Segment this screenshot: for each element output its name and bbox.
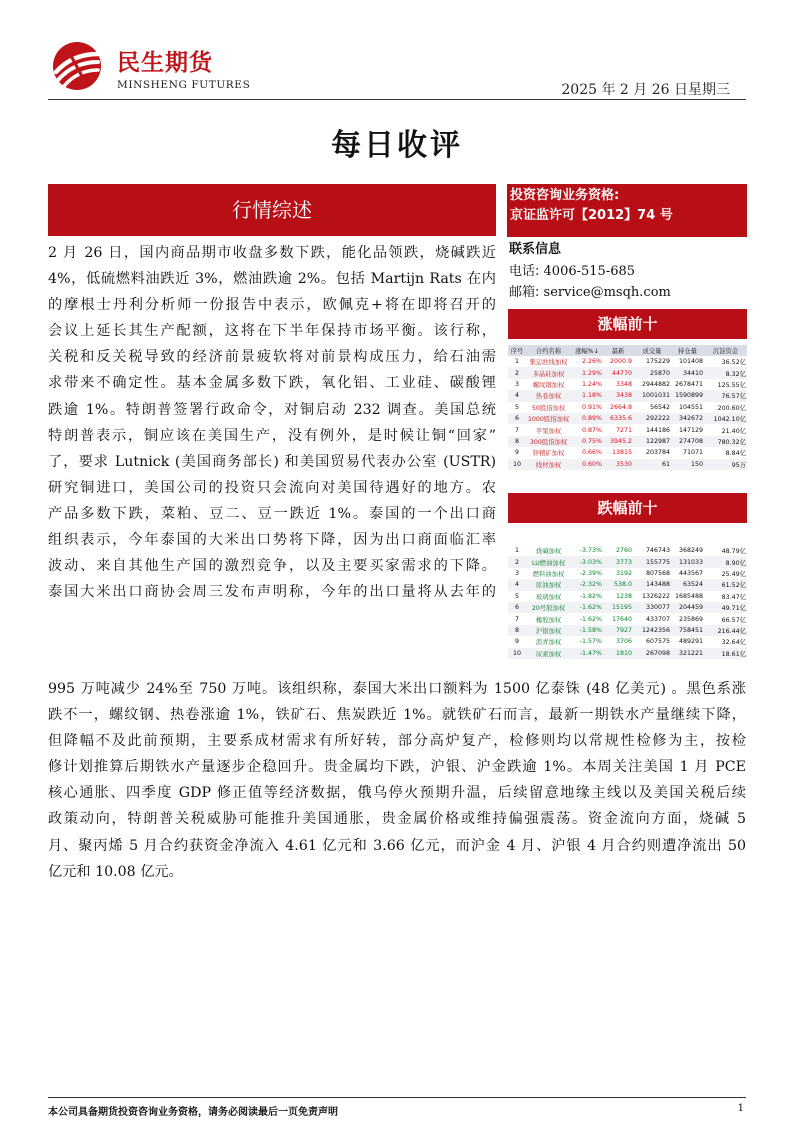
- rank-cell: 10: [508, 648, 526, 659]
- rank-cell: 8: [508, 436, 526, 447]
- change-cell: 1.24%: [581, 380, 602, 388]
- open-interest-cell: 2678471: [674, 380, 703, 388]
- text-line: 研究铜进口，美国公司的投资只会流向对美国待遇好的地方。农: [48, 479, 496, 496]
- text-line: 会议上延长其生产配额，这将在下半年保持市场平衡。该行称，: [48, 323, 496, 340]
- text-line: 了，要求 Lutnick (美国商务部长) 和美国贸易代表办公室 (USTR): [48, 453, 496, 470]
- rank-cell: 5: [514, 403, 519, 411]
- text-line: 特朗普表示，铜应该在美国生产，没有例外，是时候让铜“回家”: [48, 427, 496, 444]
- capital-cell: 200.60亿: [717, 404, 746, 412]
- volume-cell: 267098: [633, 648, 671, 659]
- latest-cell: 2000.9: [609, 358, 632, 366]
- table-row[interactable]: [508, 447, 747, 458]
- open-interest-cell: 758451: [671, 625, 704, 636]
- change-cell: 0.91%: [581, 403, 602, 411]
- volume-cell: 292222: [633, 413, 671, 424]
- volume-cell: 144186: [645, 426, 670, 434]
- top-gainers-table: [508, 345, 747, 470]
- latest-cell: 6335.6: [603, 413, 633, 424]
- latest-cell: 1238: [615, 592, 632, 600]
- qualification-line2: 京证监许可【2012】74 号: [510, 208, 673, 223]
- rank-cell: 5: [514, 592, 519, 600]
- volume-cell: 1242356: [633, 625, 671, 636]
- capital-cell: 25.49亿: [721, 570, 746, 578]
- rank-cell: 6: [508, 602, 526, 613]
- open-interest-cell: 147129: [678, 426, 703, 434]
- rank-cell: 3: [514, 380, 519, 388]
- capital-cell: 36.52亿: [721, 359, 746, 367]
- open-interest-cell: 443567: [678, 569, 703, 577]
- text-line: 求带来不确定性。基本金属多数下跌，氧化铝、工业硅、碳酸锂: [48, 375, 496, 392]
- change-cell: 0.75%: [571, 436, 603, 447]
- open-interest-cell: 101408: [678, 358, 703, 366]
- capital-cell: 216.44亿: [704, 625, 747, 636]
- text-line: 跌逾 1%。特朗普签署行政命令，对铜启动 232 调查。美国总统: [48, 401, 496, 418]
- change-cell: 0.66%: [581, 449, 602, 457]
- contract-name-cell: 尿素加权: [526, 648, 571, 659]
- capital-cell: 95万: [704, 459, 747, 470]
- open-interest-cell: 131033: [671, 556, 704, 567]
- capital-cell: 18.61亿: [704, 648, 747, 659]
- table-row[interactable]: [508, 602, 747, 613]
- header-volume: 成交量: [633, 345, 671, 356]
- table-row[interactable]: [508, 591, 747, 602]
- text-line: 995 万吨减少 24%至 750 万吨。该组织称，泰国大米出口额料为 1500 亿泰铢 (48 亿美元) 。黑色系涨: [48, 681, 746, 697]
- email-value[interactable]: service@msqh.com: [543, 285, 671, 300]
- open-interest-cell: 34410: [671, 367, 704, 378]
- rank-cell: 1: [514, 358, 519, 366]
- contract-name-cell: 1000股指加权: [526, 413, 571, 424]
- page-number: 1: [737, 1103, 744, 1114]
- brand-name-cn: 民生期货: [117, 50, 213, 76]
- volume-cell: 1326222: [641, 592, 670, 600]
- report-date: 2025 年 2 月 26 日星期三: [561, 82, 730, 98]
- contract-name-cell: 沥青加权: [535, 639, 562, 647]
- change-cell: -1.47%: [571, 648, 603, 659]
- table-row[interactable]: [508, 568, 747, 579]
- rank-cell: 3: [514, 569, 519, 577]
- text-line: 组织表示，今年泰国的大米出口势将下降，因为出口商面临汇率: [48, 532, 496, 549]
- change-cell: -1.62%: [579, 615, 602, 623]
- text-line: 但降幅不及此前预期，主要系成材需求有所好转，部分高炉复产，检修则均以常规性检修为主，按检: [48, 733, 746, 750]
- change-cell: 1.18%: [571, 390, 603, 401]
- header-latest: 最新: [603, 345, 633, 356]
- header-contract: 合约名称: [526, 345, 571, 356]
- open-interest-cell: 150: [671, 459, 704, 470]
- text-line: 关税和反关税导致的经济前景疲软将对前景构成压力，给石油需: [48, 349, 496, 366]
- table-row[interactable]: [508, 367, 747, 378]
- text-line: 核心通胀、四季度 GDP 修正值等经济数据，俄乌停火预期升温，后续留意地缘主线以及美国关税后续: [48, 785, 746, 802]
- change-cell: 1.29%: [571, 367, 603, 378]
- contract-name-cell: 50股指加权: [531, 404, 566, 412]
- latest-cell: 3945.2: [603, 436, 633, 447]
- open-interest-cell: 489291: [678, 638, 703, 646]
- contract-name-cell: 锌精矿加权: [532, 450, 565, 458]
- capital-cell: 83.47亿: [721, 593, 746, 601]
- volume-cell: 56542: [649, 403, 670, 411]
- rank-cell: 9: [514, 638, 519, 646]
- contract-name-cell: 橡胶加权: [535, 616, 562, 624]
- open-interest-cell: 321221: [671, 648, 704, 659]
- text-line: 的摩根士丹利分析师一份报告中表示，欧佩克+将在即将召开的: [48, 297, 496, 314]
- table-row[interactable]: [508, 436, 747, 447]
- volume-cell: 807568: [645, 569, 670, 577]
- rank-cell: 7: [514, 426, 519, 434]
- open-interest-cell: 104551: [678, 403, 703, 411]
- rank-cell: 8: [508, 625, 526, 636]
- brand-name-en: MINSHENG FUTURES: [117, 79, 251, 91]
- capital-cell: 49.71亿: [704, 602, 747, 613]
- open-interest-cell: 235869: [678, 615, 703, 623]
- change-cell: -1.58%: [571, 625, 603, 636]
- table-row[interactable]: [508, 459, 747, 470]
- change-cell: -1.57%: [579, 638, 602, 646]
- table-row[interactable]: [508, 613, 747, 624]
- rank-cell: 1: [514, 547, 519, 555]
- open-interest-cell: 368249: [678, 547, 703, 555]
- change-cell: -3.73%: [579, 547, 602, 555]
- volume-cell: 203784: [645, 449, 670, 457]
- table-header-row: [508, 345, 747, 356]
- open-interest-cell: 1590899: [671, 390, 704, 401]
- rank-cell: 10: [508, 459, 526, 470]
- volume-cell: 433707: [645, 615, 670, 623]
- minsheng-logo-icon: [48, 40, 106, 92]
- rank-cell: 2: [508, 367, 526, 378]
- change-cell: -1.62%: [571, 602, 603, 613]
- footer-disclaimer: 本公司具备期货投资咨询业务资格，请务必阅读最后一页免责声明: [48, 1107, 338, 1118]
- capital-cell: 61.52亿: [704, 579, 747, 590]
- change-cell: 0.60%: [571, 459, 603, 470]
- contract-name-cell: 玻璃加权: [535, 593, 562, 601]
- capital-cell: 21.40亿: [721, 427, 746, 435]
- capital-cell: 48.79亿: [721, 548, 746, 556]
- text-line: 2 月 26 日，国内商品期市收盘多数下跌，能化品领跌，烧碱跌近: [48, 245, 496, 261]
- text-line: 4%，低硫燃料油跌近 3%，燃油跌逾 2%。包括 Martijn Rats 在内: [48, 271, 496, 288]
- capital-cell: 8.32亿: [704, 367, 747, 378]
- volume-cell: 143488: [633, 579, 671, 590]
- capital-cell: 125.55亿: [717, 381, 746, 389]
- body-text-wide: [48, 676, 746, 885]
- body-text-narrow: [48, 240, 496, 605]
- text-line: 波动、来自其他生产国的激烈竞争，以及主要买家需求的下降。: [48, 558, 496, 575]
- change-cell: -3.03%: [571, 556, 603, 567]
- latest-cell: 3706: [615, 638, 632, 646]
- capital-cell: 76.57亿: [704, 390, 747, 401]
- rank-cell: 2: [508, 556, 526, 567]
- capital-cell: 8.84亿: [725, 450, 746, 458]
- header-rank: 序号: [508, 345, 526, 356]
- top-gainers-banner: 涨幅前十: [508, 309, 747, 339]
- text-line: 跌不一，螺纹钢、热卷涨逾 1%，铁矿石、焦炭跌近 1%。就铁矿石而言，最新一期铁水产量继续下降，: [48, 707, 746, 724]
- contract-name-cell: LU燃油加权: [526, 556, 571, 567]
- change-cell: -1.82%: [579, 592, 602, 600]
- contact-title: 联系信息: [509, 242, 562, 257]
- top-losers-banner: 跌幅前十: [508, 493, 747, 523]
- footer-divider: [48, 1097, 746, 1098]
- volume-cell: 1001031: [633, 390, 671, 401]
- open-interest-cell: 63524: [671, 579, 704, 590]
- rank-cell: 4: [508, 579, 526, 590]
- table-row[interactable]: [508, 379, 747, 390]
- latest-cell: 2760: [615, 547, 632, 555]
- latest-cell: 538.0: [603, 579, 633, 590]
- open-interest-cell: 71071: [682, 449, 703, 457]
- text-line: 亿元和 10.08 亿元。: [48, 863, 183, 880]
- page-title: 每日收评: [331, 128, 463, 163]
- contract-name-cell: 沪银加权: [526, 625, 571, 636]
- top-losers-table: [508, 545, 747, 659]
- latest-cell: 7927: [603, 625, 633, 636]
- header-open-interest: 持仓量: [671, 345, 704, 356]
- contact-email: [509, 281, 671, 300]
- header-divider: [48, 99, 746, 100]
- section-title-banner: 行情综述: [48, 184, 496, 236]
- volume-cell: 25870: [633, 367, 671, 378]
- table-row[interactable]: [508, 356, 747, 367]
- change-cell: 0.87%: [581, 426, 602, 434]
- capital-cell: 66.57亿: [721, 616, 746, 624]
- change-cell: -2.32%: [571, 579, 603, 590]
- table-row[interactable]: [508, 625, 747, 636]
- table-row[interactable]: [508, 579, 747, 590]
- volume-cell: 330077: [633, 602, 671, 613]
- volume-cell: 61: [633, 459, 671, 470]
- capital-cell: 780.32亿: [704, 436, 747, 447]
- contract-name-cell: 螺纹钢加权: [532, 381, 565, 389]
- open-interest-cell: 274708: [671, 436, 704, 447]
- volume-cell: 175229: [645, 358, 670, 366]
- text-line: 泰国大米出口商协会周三发布声明称，今年的出口量将从去年的: [48, 584, 496, 601]
- latest-cell: 13815: [611, 449, 632, 457]
- text-line: 修计划推算后期铁水产量逐步企稳回升。贵金属均下跌，沪银、沪金跌逾 1%。本周关注美国 1 月 PCE: [48, 759, 746, 776]
- header-change[interactable]: 涨幅%↓: [571, 345, 603, 356]
- latest-cell: 17640: [611, 615, 632, 623]
- email-label: 邮箱:: [509, 285, 540, 300]
- latest-cell: 15195: [603, 602, 633, 613]
- qualification-box: [507, 184, 747, 237]
- phone-label: 电话:: [509, 264, 540, 279]
- open-interest-cell: 204459: [671, 602, 704, 613]
- latest-cell: 2664.8: [609, 403, 632, 411]
- change-cell: -2.39%: [579, 569, 602, 577]
- contract-name-cell: 线材加权: [526, 459, 571, 470]
- text-line: 政策动向，特朗普关税威胁可能推升美国通胀，贵金属价格或维持偏强震荡。资金流向方面，烧碱 5: [48, 811, 746, 828]
- latest-cell: 7271: [615, 426, 632, 434]
- latest-cell: 3773: [603, 556, 633, 567]
- latest-cell: 3348: [615, 380, 632, 388]
- latest-cell: 3192: [615, 569, 632, 577]
- header-capital: 沉淀资金: [704, 345, 747, 356]
- change-cell: 2.26%: [581, 358, 602, 366]
- latest-cell: 3530: [603, 459, 633, 470]
- volume-cell: 2944882: [641, 380, 670, 388]
- volume-cell: 155775: [633, 556, 671, 567]
- qualification-line1: 投资咨询业务资格:: [510, 188, 620, 203]
- latest-cell: 1810: [603, 648, 633, 659]
- rank-cell: 4: [508, 390, 526, 401]
- table-row[interactable]: [508, 390, 747, 401]
- table-row[interactable]: [508, 556, 747, 567]
- contract-name-cell: 集运欧线加权: [529, 359, 568, 367]
- capital-cell: 8.90亿: [704, 556, 747, 567]
- volume-cell: 122987: [633, 436, 671, 447]
- table-row[interactable]: [508, 424, 747, 435]
- contract-name-cell: 热卷加权: [526, 390, 571, 401]
- capital-cell: 32.64亿: [721, 639, 746, 647]
- latest-cell: 3438: [603, 390, 633, 401]
- contract-name-cell: 苹果加权: [535, 427, 562, 435]
- rank-cell: 6: [508, 413, 526, 424]
- open-interest-cell: 1685488: [674, 592, 703, 600]
- text-line: 月、聚丙烯 5 月合约获资金净流入 4.61 亿元和 3.66 亿元，而沪金 4 月、沪银 4 月合约则遭净流出 50: [48, 837, 746, 854]
- table-row[interactable]: [508, 636, 747, 647]
- contract-name-cell: 多晶硅加权: [526, 367, 571, 378]
- contract-name-cell: 20号胶加权: [526, 602, 571, 613]
- table-row[interactable]: [508, 545, 747, 556]
- latest-cell: 44770: [603, 367, 633, 378]
- change-cell: 0.89%: [571, 413, 603, 424]
- text-line: 产品多数下跌，菜粕、豆二、豆一跌近 1%。泰国的一个出口商: [48, 505, 496, 522]
- contact-phone: [509, 260, 635, 279]
- rank-cell: 7: [514, 615, 519, 623]
- open-interest-cell: 342672: [671, 413, 704, 424]
- volume-cell: 746743: [645, 547, 670, 555]
- contract-name-cell: 烧碱加权: [535, 548, 562, 556]
- rank-cell: 9: [514, 449, 519, 457]
- contract-name-cell: 原油加权: [526, 579, 571, 590]
- volume-cell: 607575: [645, 638, 670, 646]
- phone-value: 4006-515-685: [543, 264, 636, 279]
- contract-name-cell: 燃料油加权: [532, 570, 565, 578]
- table-row[interactable]: [508, 413, 747, 424]
- capital-cell: 1042.10亿: [704, 413, 747, 424]
- table-row[interactable]: [508, 648, 747, 659]
- table-row[interactable]: [508, 402, 747, 413]
- contract-name-cell: 300股指加权: [526, 436, 571, 447]
